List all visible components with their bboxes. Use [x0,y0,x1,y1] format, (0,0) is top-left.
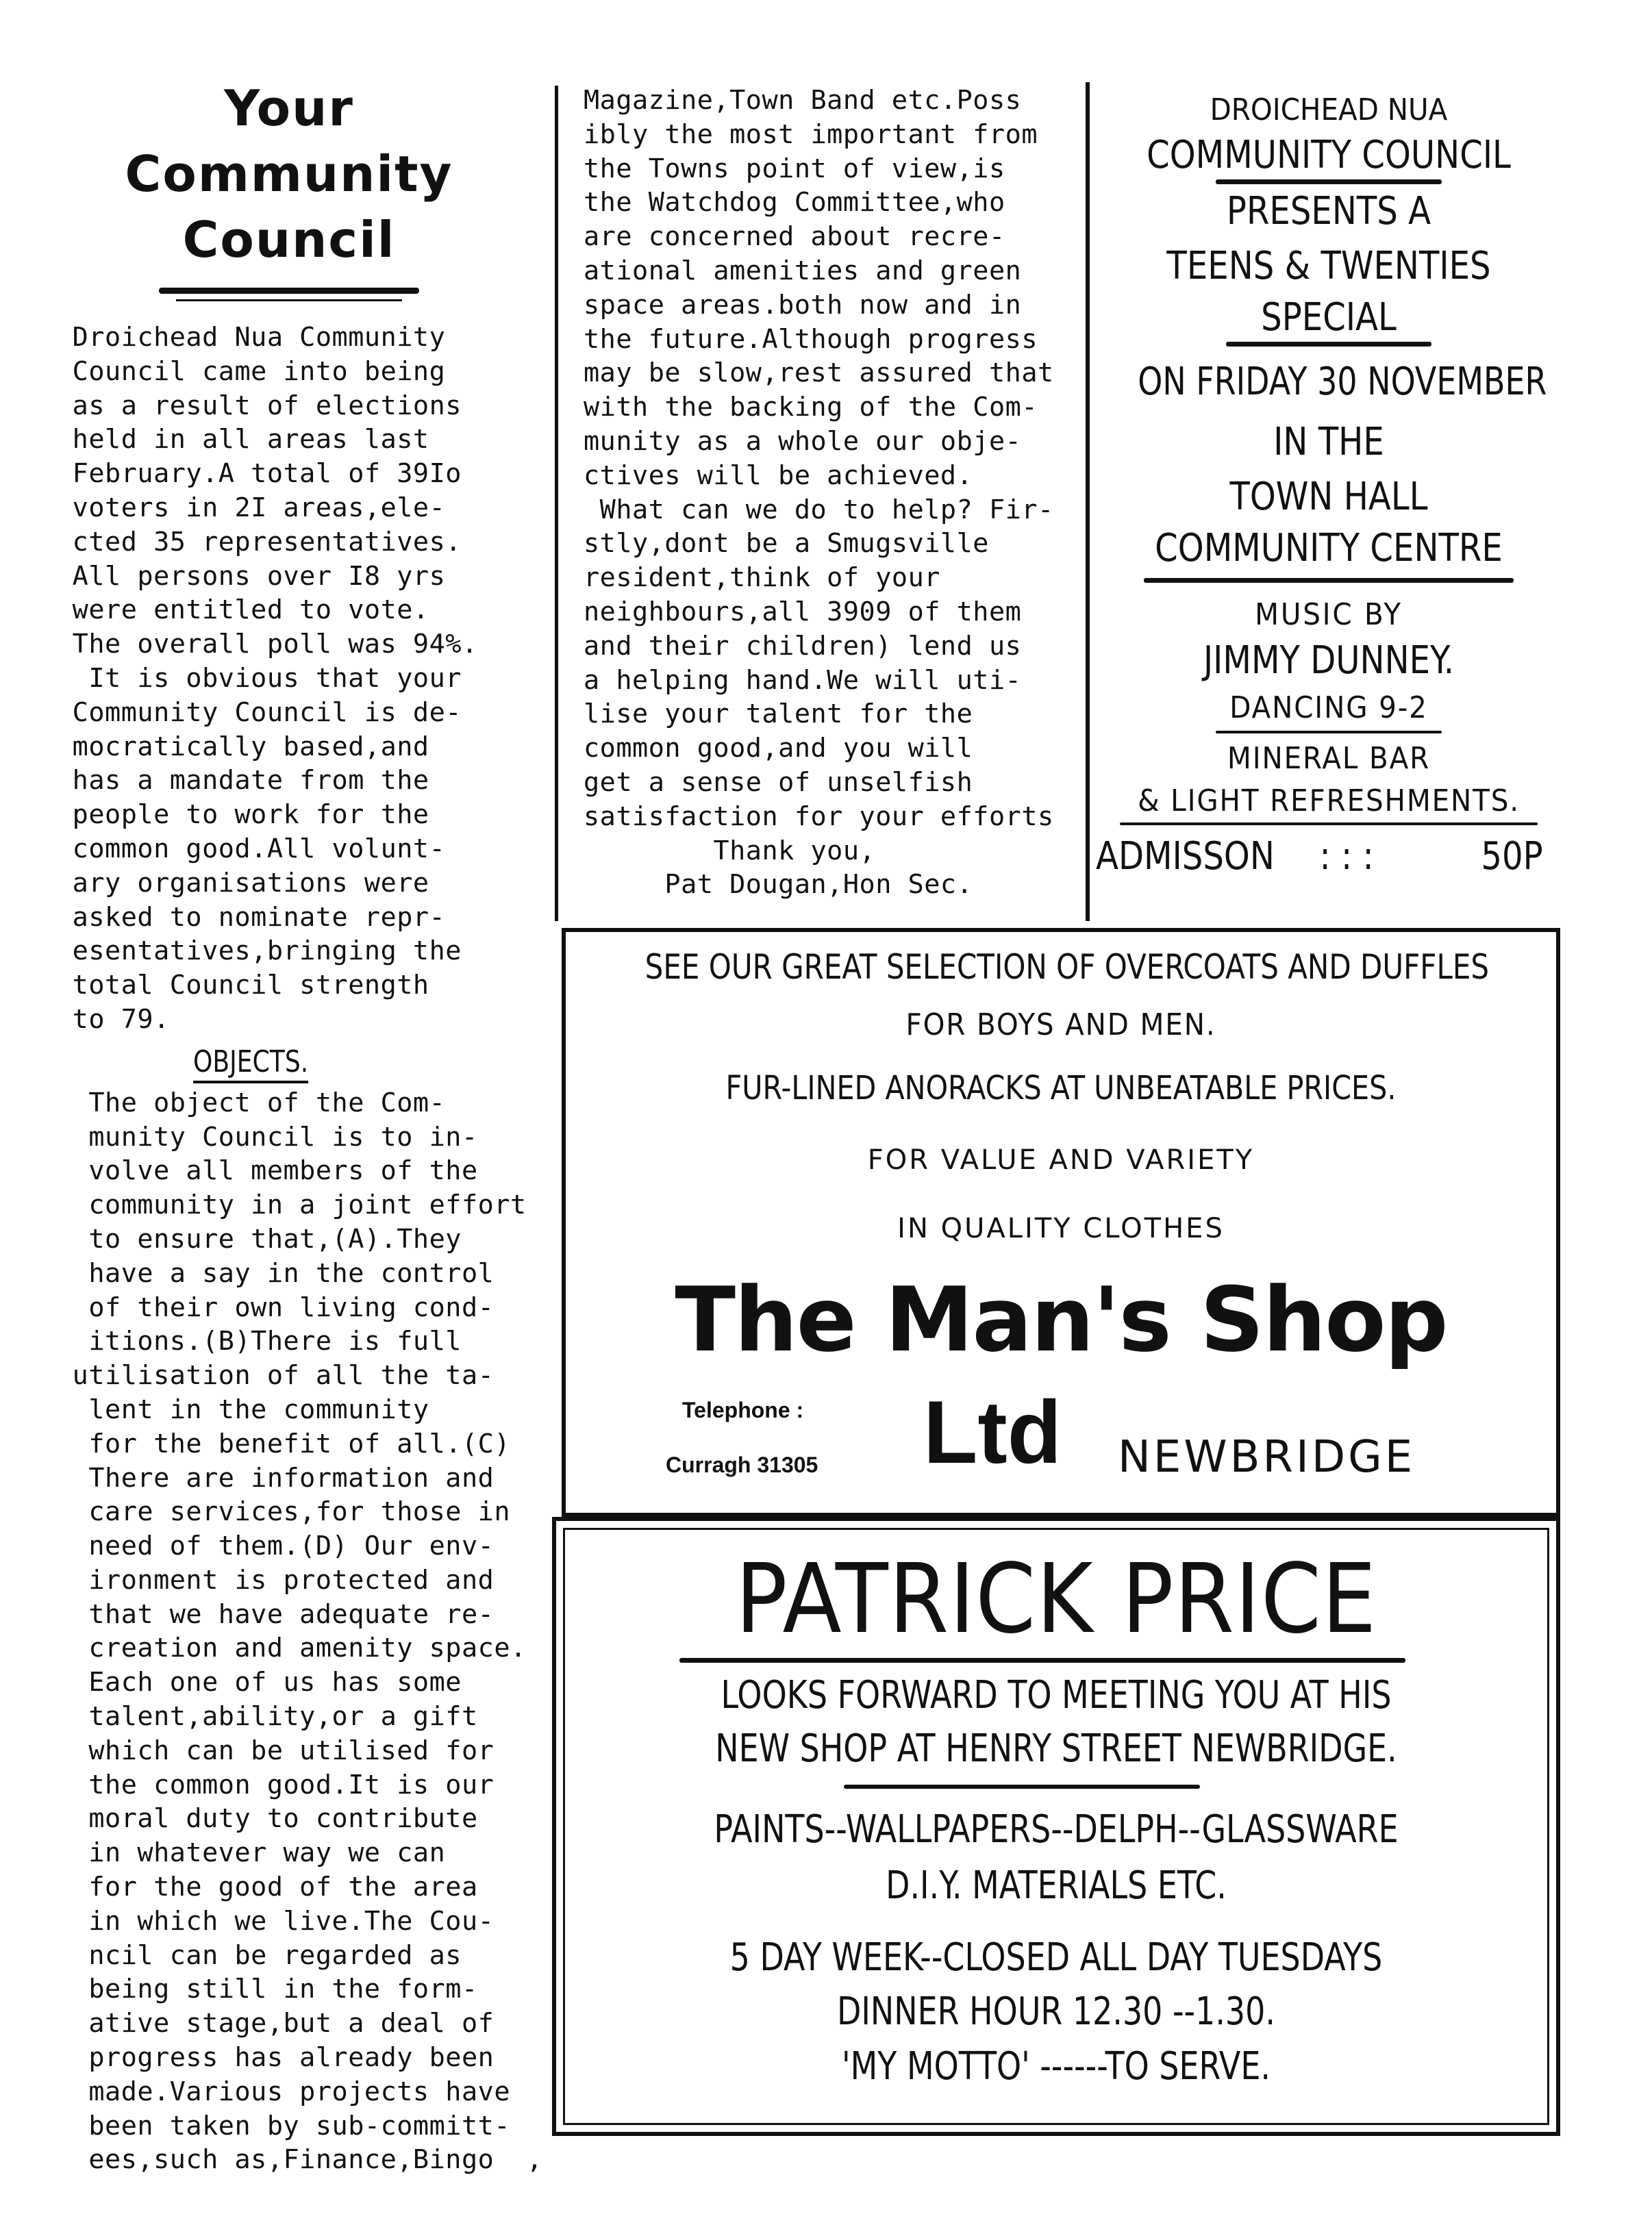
patrick-price-line-hours: 5 DAY WEEK--CLOSED ALL DAY TUESDAYS [729,1935,1383,1980]
article-text-line: are concerned about recre- [584,221,1005,253]
article-text-line: that we have adequate re- [56,1598,495,1630]
article-text-line: moral duty to contribute [56,1803,478,1835]
article-text-line: ational amenities and green [584,255,1022,286]
article-text-line: resident,think of your [584,562,940,594]
article-body-part3 [584,84,1077,902]
article-text-line: Community Council is de- [56,696,462,728]
article-text-line: Thank you, [584,835,876,866]
event-line-teens: TEENS & TWENTIES [1166,244,1491,288]
article-text-line: neighbours,all 3909 of them [584,596,1022,627]
article-title [56,75,522,273]
event-venue-centre: COMMUNITY CENTRE [1155,526,1503,570]
event-announcement [1096,89,1562,879]
article-text-line: the Towns point of view,is [584,153,1005,184]
article-column-left [56,75,543,2177]
article-text-line: progress has already been [56,2042,495,2074]
article-text-line: Each one of us has some [56,1667,462,1698]
title-underline-rule [159,288,419,294]
article-column-middle [584,84,1077,902]
mans-shop-telephone-label: Telephone : [682,1398,804,1422]
article-text-line: munity Council is to in- [56,1121,478,1153]
article-text-line: Council came into being [56,355,446,387]
patrick-price-line-dinner: DINNER HOUR 12.30 --1.30. [837,1989,1275,2034]
article-text-line: the future.Although progress [584,323,1038,355]
mans-shop-name: The Man's Shop [675,1268,1447,1372]
event-line-presents: PRESENTS A [1226,189,1431,234]
article-text-line: voters in 2I areas,ele- [56,492,446,523]
admission-price: 50P [1481,834,1543,879]
article-text-line: lise your talent for the [584,699,973,730]
article-text-line: a helping hand.We will uti- [584,664,1022,696]
article-text-line: being still in the form- [56,1974,478,2005]
article-text-line: may be slow,rest assured that [584,357,1054,389]
article-text-line: the common good.It is our [56,1769,495,1800]
article-text-line: held in all areas last [56,424,429,455]
article-text-line: the Watchdog Committee,who [584,187,1005,218]
patrick-price-line-new-shop: NEW SHOP AT HENRY STREET NEWBRIDGE. [715,1726,1397,1771]
column-divider-left [555,86,558,921]
article-text-line: as a result of elections [56,390,462,421]
article-text-line: ironment is protected and [56,1564,495,1596]
article-title-line1: Your Community [125,79,453,203]
article-text-line: total Council strength [56,970,429,1001]
event-refreshments: & LIGHT REFRESHMENTS. [1138,783,1520,818]
title-underline-rule-thin [176,299,402,301]
article-text-line: to ensure that,(A).They [56,1223,462,1255]
article-text-line: Droichead Nua Community [56,322,446,353]
article-text-line: community in a joint effort [56,1190,527,1221]
admission-colons: : : : [1319,834,1374,879]
article-text-line: of their own living cond- [56,1292,495,1323]
admission-label: ADMISSON [1096,834,1275,879]
article-text-line: need of them.(D) Our env- [56,1531,495,1562]
article-text-line: ary organisations were [56,867,429,898]
article-text-line: lent in the community [56,1394,429,1425]
article-text-line: get a sense of unselfish [584,766,973,798]
article-text-line: were entitled to vote. [56,594,429,626]
article-text-line: It is obvious that your [56,662,462,694]
patrick-price-address-underline [844,1785,1200,1789]
article-text-line: munity as a whole our obje- [584,425,1022,457]
patrick-price-line-looks-forward: LOOKS FORWARD TO MEETING YOU AT HIS [721,1673,1392,1718]
event-underline [1226,342,1431,347]
article-text-line: in which we live.The Cou- [56,1905,495,1937]
article-text-line: itions.(B)There is full [56,1326,462,1357]
article-text-line: Pat Dougan,Hon Sec. [584,869,973,901]
article-text-line: common good.All volunt- [56,833,446,864]
mans-shop-ltd: Ltd [923,1382,1062,1482]
mans-shop-town: NEWBRIDGE [1118,1432,1416,1483]
article-text-line: for the good of the area [56,1872,478,1903]
patrick-price-name: PATRICK PRICE [735,1544,1377,1655]
article-text-line: satisfaction for your efforts [584,801,1054,832]
article-text-line: been taken by sub-committ- [56,2110,511,2141]
mans-shop-line-anoracks: FUR-LINED ANORACKS AT UNBEATABLE PRICES. [725,1069,1397,1107]
event-underline [1120,822,1538,825]
objects-heading: OBJECTS. [193,1044,308,1083]
event-underline [1144,578,1514,583]
article-text-line: care services,for those in [56,1496,511,1528]
article-text-line: ncil can be regarded as [56,1939,462,1971]
mans-shop-line-quality: IN QUALITY CLOTHES [897,1213,1225,1244]
event-line-organiser: DROICHEAD NUA [1210,92,1448,127]
event-underline [1216,179,1442,184]
event-music-artist: JIMMY DUNNEY. [1203,638,1455,683]
article-text-line: made.Various projects have [56,2076,511,2107]
event-line-council: COMMUNITY COUNCIL [1147,133,1511,177]
event-music-label: MUSIC BY [1255,597,1403,632]
article-text-line: February.A total of 39Io [56,458,462,490]
article-body-part1 [56,320,522,1037]
article-text-line: Magazine,Town Band etc.Poss [584,85,1022,116]
event-underline [1216,731,1442,733]
article-text-line: in whatever way we can [56,1837,446,1869]
mans-shop-line-boys-men: FOR BOYS AND MEN. [905,1007,1216,1042]
article-text-line: mocratically based,and [56,731,429,762]
event-venue: TOWN HALL [1229,475,1428,519]
event-admission [1096,829,1562,879]
article-text-line: to 79. [56,1003,170,1035]
event-line-in-the: IN THE [1273,420,1384,464]
article-text-line: creation and amenity space. [56,1633,527,1664]
article-text-line: What can we do to help? Fir- [584,494,1054,525]
article-text-line: volve all members of the [56,1155,478,1187]
article-title-line2: Council [182,211,396,268]
article-text-line: asked to nominate repr- [56,901,446,933]
article-text-line: ees,such as,Finance,Bingo , [56,2144,543,2176]
mans-shop-ad [562,928,1560,1517]
article-text-line: All persons over I8 yrs [56,560,446,592]
article-text-line: with the backing of the Com- [584,392,1038,423]
patrick-price-line-paints: PAINTS--WALLPAPERS--DELPH--GLASSWARE [714,1807,1399,1852]
mans-shop-line-selection: SEE OUR GREAT SELECTION OF OVERCOATS AND DUFFLES [644,947,1490,987]
event-bar: MINERAL BAR [1227,741,1431,776]
article-text-line: space areas.both now and in [584,289,1022,320]
event-date: ON FRIDAY 30 NOVEMBER [1138,360,1547,404]
event-dancing: DANCING 9-2 [1229,690,1428,725]
article-text-line: common good,and you will [584,733,973,764]
article-text-line: ctives will be achieved. [584,460,973,491]
event-line-special: SPECIAL [1261,295,1397,340]
article-text-line: stly,dont be a Smugsville [584,528,989,560]
article-text-line: for the benefit of all.(C) [56,1428,511,1459]
article-text-line: has a mandate from the [56,765,429,796]
article-text-line: cted 35 representatives. [56,526,462,557]
article-text-line: talent,ability,or a gift [56,1701,478,1733]
patrick-price-name-underline [679,1658,1405,1663]
article-text-line: ibly the most important from [584,118,1038,150]
article-text-line: utilisation of all the ta- [56,1360,495,1392]
article-text-line: The object of the Com- [56,1087,446,1118]
patrick-price-ad [552,1517,1560,2136]
article-body-part2 [56,1086,543,2178]
article-text-line: The overall poll was 94%. [56,629,478,660]
article-text-line: and their children) lend us [584,630,1022,662]
article-text-line: people to work for the [56,799,429,831]
patrick-price-line-motto: 'MY MOTTO' ------TO SERVE. [842,2044,1271,2089]
mans-shop-line-value: FOR VALUE AND VARIETY [867,1144,1255,1176]
article-text-line: There are information and [56,1462,495,1494]
mans-shop-telephone-number: Curragh 31305 [666,1453,818,1477]
article-text-line: esentatives,bringing the [56,935,462,967]
patrick-price-line-diy: D.I.Y. MATERIALS ETC. [886,1863,1227,1908]
article-text-line: ative stage,but a deal of [56,2008,495,2039]
column-divider-right [1086,82,1090,921]
article-text-line: which can be utilised for [56,1735,495,1766]
article-text-line: have a say in the control [56,1257,495,1289]
